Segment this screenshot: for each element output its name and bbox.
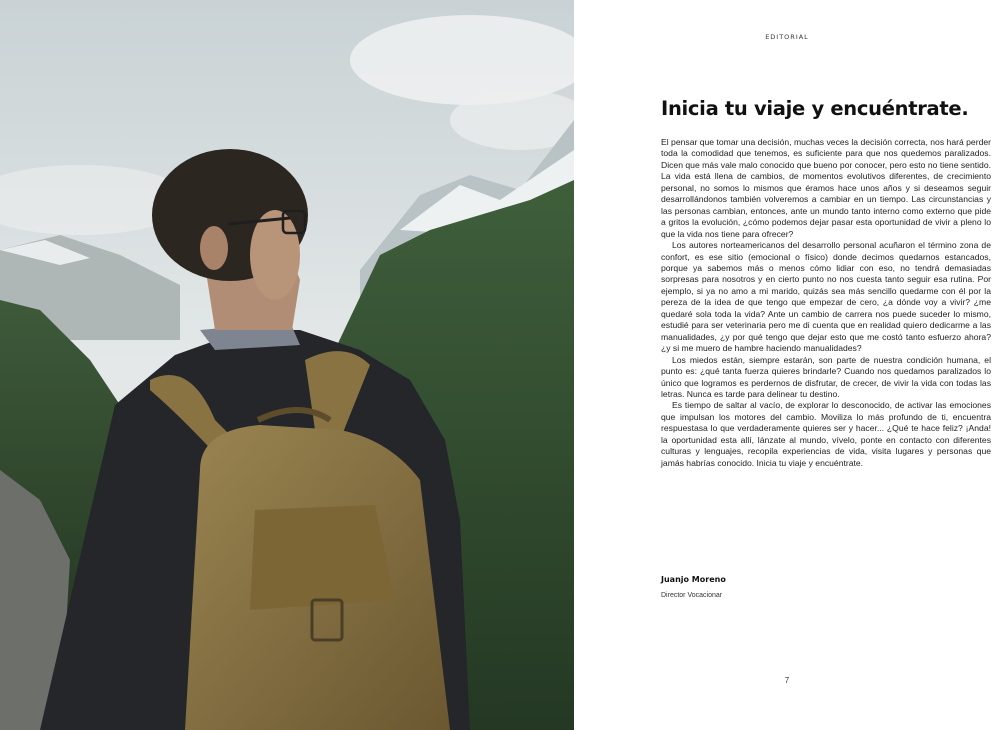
paragraph: El pensar que tomar una decisión, muchas veces la decisión correcta, nos hará perder toda la comodidad que tenemos, es suficiente para que nos quedemos paralizados. Dicen que más vale malo conocido que bueno por conocer, pero esto no tiene sentido. La vida está llena de cambios, de momentos evolutivos diferentes, de crecimiento personal, no somos lo mismos que éramos hace unos años y si deseamos seguir desarrollándonos también volveremos a cambiar en un tiempo. Las circunstancias y las personas cambian, entonces, ante un mundo tanto interno como externo que pide a gritos la evolución, ¿cómo podemos dejar pasar esta oportunidad de vivir a pleno lo que la vida nos tiene para ofrecer? — [661, 137, 991, 239]
article-title: Inicia tu viaje y encuéntrate. — [661, 97, 969, 120]
paragraph: Los miedos están, siempre estarán, son parte de nuestra condición humana, el punto es: ¿qué tanta fuerza quieres brindarle? Cuando nos quedamos paralizados lo único que logramos es perdernos de disfrutar, de crecer, de vivir la vida con todas las letras. Nunca es tarde para delinear tu destino. — [661, 354, 991, 399]
page-number: 7 — [784, 676, 790, 685]
editorial-page — [574, 0, 1000, 730]
section-label: EDITORIAL — [765, 33, 809, 41]
paragraph: Los autores norteamericanos del desarrollo personal acuñaron el término zona de confort, es ese sitio (emocional o físico) donde decimos quedarnos estancados, porque ya sabemos más o menos cómo lidiar con eso, no tendrá demasiadas sorpresas para nosotros y en cierto punto no nos cuesta tanto seguir esa rutina. Por ejemplo, si ya no amo a mi marido, quizás sea más sencillo quedarme con él por la pereza de la idea de que tengo que empezar de cero, ¿a dónde voy a vivir? ¿me quedaré sola toda la vida? Ante un cambio de carrera nos puede suceder lo mismo, estudié para ser veterinaria pero me di cuenta que en realidad quiero dedicarme a las manualidades, ¿y por qué tengo que dejar esto que me costó tanto esfuerzo ahora? ¿y si me muero de hambre haciendo manualidades? — [661, 240, 991, 354]
face — [250, 210, 300, 300]
author-name: Juanjo Moreno — [661, 575, 726, 584]
author-role: Director Vocacionar — [661, 592, 723, 599]
ear — [200, 226, 228, 270]
backpack-pocket — [250, 505, 395, 610]
article-body — [661, 137, 991, 469]
paragraph: Es tiempo de saltar al vacío, de explorar lo desconocido, de activar las emociones que impulsan los motores del cambio. Moviliza lo más profundo de ti, encuentra respuestasa lo que verdaderamente quieres ser y hacer... ¿Qué te hace feliz? ¡Anda! la oportunidad esta allí, lánzate al mundo, vívelo, ponte en contacto con diferentes culturas y lenguajes, recopila experiencias de vida, visita lugares y personas que jamás habrías conocido. Inicia tu viaje y encuéntrate. — [661, 400, 991, 468]
